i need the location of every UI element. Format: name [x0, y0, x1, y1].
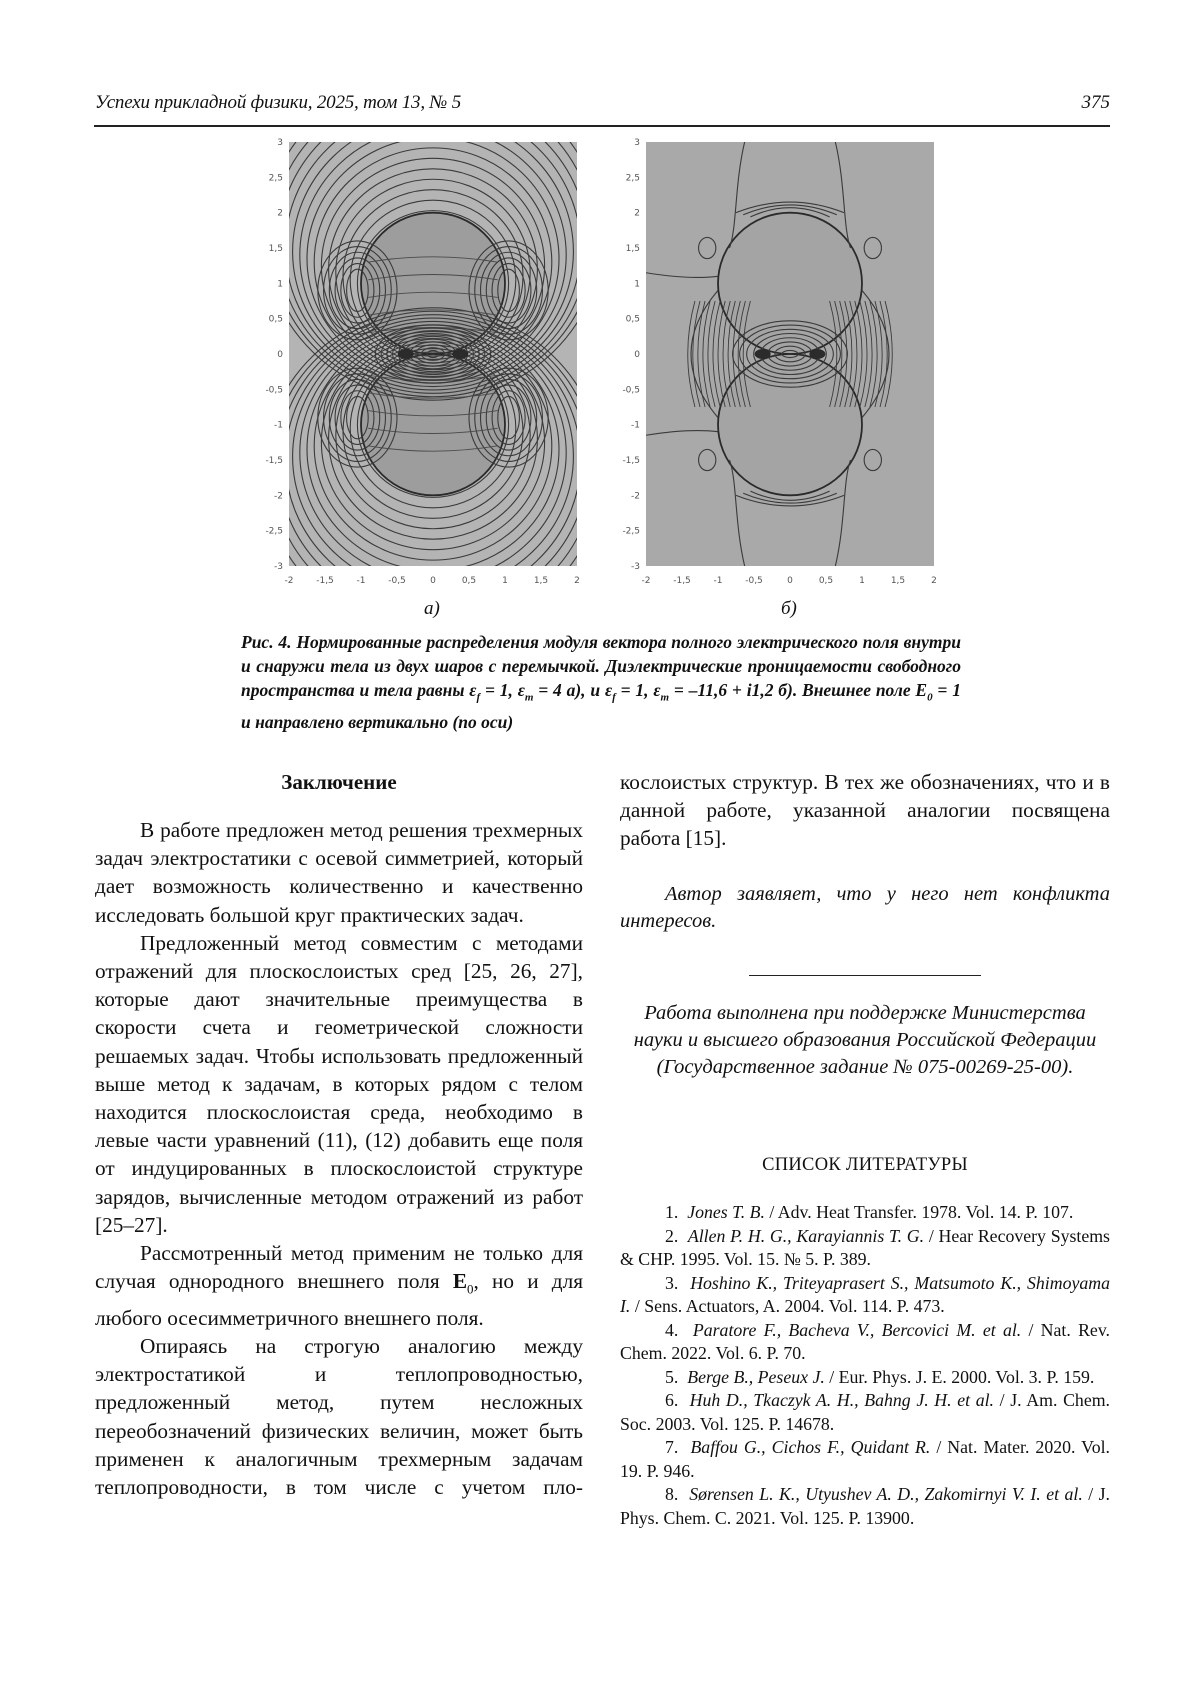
x-tick-label: 1: [502, 576, 508, 586]
reference-authors: Jones T. B.: [687, 1202, 765, 1223]
paragraph-continuation: кослоистых структур. В тех же обозначениях, что и в данной работе, указанной аналогии посвящена работа [15].: [620, 770, 1110, 851]
y-tick-label: -0,5: [622, 385, 640, 396]
running-head: Успехи прикладной физики, 2025, том 13, № 5: [95, 92, 461, 113]
divider: [749, 975, 981, 977]
eps-symbol: ε: [517, 680, 525, 700]
page-number: 375: [1081, 92, 1110, 113]
y-tick-label: -2: [274, 491, 283, 502]
paragraph: Предложенный метод совместим с методами отражений для плоскослоистых сред [25, 26, 27], которые дают значительные преимущества в скорости счета и геометрической сложности решаемых задач. Чтобы использовать предложенный выше метод к задачам, в которых рядом с телом находится плоскослоистая среда, необходимо в левые части уравнений (11), (12) добавить еще поля от индуцированных в плоскослоистой структуре зарядов, вычисленные методом отражений из работ [25–27].: [95, 930, 583, 1237]
y-tick-label: 3: [277, 138, 283, 148]
references-title: СПИСОК ЛИТЕРАТУРЫ: [762, 1155, 968, 1176]
reference-item: [620, 1272, 1110, 1319]
field-subscript: 0: [927, 691, 933, 704]
y-tick-label: 2: [277, 208, 283, 219]
reference-number: 7.: [665, 1437, 691, 1458]
y-tick-label: -0,5: [265, 385, 283, 396]
reference-number: 2.: [665, 1225, 688, 1246]
reference-source: / J. Am. Chem. Soc. 2003. Vol. 125. P. 14678.: [620, 1390, 1110, 1434]
y-tick-label: 0: [277, 350, 283, 360]
paragraph: Опираясь на строгую аналогию между электростатикой и теплопроводностью, предложенный метод, путем несложных переобозначений физических величин, может быть применен к аналогичным трехмерным задачам теплопроводности, в том числе с учетом пло-: [95, 1333, 583, 1499]
caption-text: = –11,6 + i1,2 б). Внешнее поле E: [669, 680, 928, 700]
sphere-2: [361, 354, 505, 495]
x-tick-label: 0,5: [818, 576, 834, 586]
x-tick-label: -1: [713, 576, 723, 586]
y-tick-label: 2,5: [268, 173, 283, 184]
x-tick-label: 1,5: [890, 576, 906, 586]
x-tick-label: 0: [787, 576, 793, 586]
reference-item: [620, 1436, 1110, 1483]
y-tick-label: 2,5: [625, 173, 640, 184]
paragraph: В работе предложен метод решения трехмерных задач электростатики с осевой симметрией, который дает возможность количественно и качественно исследовать большой круг практических задач.: [95, 818, 583, 927]
figure-panel-b: [612, 133, 942, 593]
reference-source: / Sens. Actuators, A. 2004. Vol. 114. P. 473.: [630, 1296, 945, 1317]
eps-symbol: ε: [604, 680, 613, 700]
y-tick-label: -2,5: [622, 526, 640, 537]
singularity-spot: [398, 349, 414, 359]
caption-text: = 4 а), и: [533, 680, 605, 700]
reference-source: / Hear Recovery Systems & CHP. 1995. Vol. 15. № 5. P. 389.: [620, 1225, 1110, 1270]
figure-panel-a: [255, 133, 585, 593]
y-tick-label: 1,5: [268, 244, 283, 254]
caption-text: = 1 и направлено вертикально (по оси): [241, 680, 961, 732]
x-tick-label: -2: [641, 576, 651, 586]
right-column: [620, 768, 1110, 1530]
reference-source: / J. Phys. Chem. C. 2021. Vol. 125. P. 13900.: [620, 1484, 1110, 1528]
reference-authors: Sørensen L. K., Utyushev A. D., Zakomirnyi V. I. et al.: [689, 1484, 1083, 1505]
x-tick-label: -1: [356, 576, 366, 586]
contour-plot: [612, 133, 942, 593]
y-tick-label: 1,5: [625, 244, 640, 254]
x-tick-label: 1: [859, 576, 865, 586]
reference-source: / Nat. Rev. Chem. 2022. Vol. 6. P. 70.: [620, 1319, 1110, 1364]
funding-statement: Работа выполнена при поддержке Министерства науки и высшего образования Российской Федерации (Государственное задание № 075-00269-25-00).: [633, 1002, 1097, 1079]
panel-label-a: а): [424, 598, 440, 619]
reference-authors: Hoshino K., Triteyaprasert S., Matsumoto K., Shimoyama I.: [620, 1272, 1110, 1317]
y-tick-label: 0,5: [268, 314, 283, 325]
x-tick-label: 0,5: [461, 576, 477, 586]
y-tick-label: 0: [634, 350, 640, 360]
x-tick-label: 2: [931, 576, 937, 586]
sphere-1: [361, 213, 505, 354]
header-rule: [94, 125, 1110, 127]
y-tick-label: -2,5: [265, 526, 283, 537]
reference-authors: Allen P. H. G., Karayiannis T. G.: [687, 1225, 925, 1246]
x-tick-label: -0,5: [388, 576, 406, 586]
singularity-spot: [809, 349, 825, 359]
eps-subscript: f: [612, 691, 616, 704]
reference-number: 5.: [665, 1366, 688, 1387]
eps-subscript: f: [476, 691, 481, 704]
reference-item: [620, 1389, 1110, 1436]
caption-text: = 1,: [615, 680, 654, 700]
eps-symbol: ε: [653, 680, 661, 700]
x-tick-label: -1,5: [316, 576, 334, 586]
reference-authors: Paratore F., Bacheva V., Bercovici M. et al.: [692, 1319, 1022, 1340]
reference-authors: Huh D., Tkaczyk A. H., Bahng J. H. et al.: [689, 1390, 995, 1411]
conflict-of-interest-statement: Автор заявляет, что у него нет конфликта интересов.: [620, 882, 1110, 932]
field-symbol: E: [452, 1269, 468, 1294]
singularity-spot: [755, 349, 771, 359]
x-tick-label: -0,5: [745, 576, 763, 586]
reference-list: [620, 1201, 1110, 1530]
reference-source: / Eur. Phys. J. E. 2000. Vol. 3. P. 159.: [824, 1366, 1095, 1387]
left-column: [95, 768, 583, 1501]
reference-number: 1.: [665, 1202, 688, 1223]
y-tick-label: 3: [634, 138, 640, 148]
y-tick-label: -1,5: [622, 456, 640, 466]
x-tick-label: 2: [574, 576, 580, 586]
reference-item: [620, 1201, 1110, 1225]
x-tick-label: -2: [284, 576, 294, 586]
reference-authors: Baffou G., Cichos F., Quidant R.: [690, 1437, 931, 1458]
y-tick-label: 2: [634, 208, 640, 219]
x-tick-label: 1,5: [533, 576, 549, 586]
eps-subscript: m: [524, 691, 534, 704]
paragraph-text: Рассмотренный метод применим не только для случая однородного внешнего поля: [95, 1241, 583, 1294]
y-tick-label: 0,5: [625, 314, 640, 325]
y-tick-label: -3: [274, 562, 283, 572]
reference-item: [620, 1366, 1110, 1390]
reference-item: [620, 1319, 1110, 1366]
caption-text: = 1,: [480, 680, 518, 700]
paragraph-text: , но и для любого осесимметричного внешнего поля.: [95, 1269, 584, 1330]
field-subscript: 0: [467, 1281, 474, 1297]
eps-symbol: ε: [469, 680, 477, 700]
y-tick-label: -3: [631, 562, 640, 572]
section-title-conclusion: Заключение: [281, 770, 397, 794]
y-tick-label: -2: [631, 491, 640, 502]
reference-authors: Berge B., Peseux J.: [687, 1366, 825, 1387]
reference-number: 3.: [665, 1272, 691, 1293]
y-tick-label: 1: [277, 279, 283, 290]
y-tick-label: 1: [634, 279, 640, 290]
contour-plot: [255, 133, 585, 593]
eps-subscript: m: [660, 691, 670, 704]
paragraph: [95, 1239, 583, 1332]
reference-item: [620, 1225, 1110, 1272]
reference-number: 6.: [665, 1390, 690, 1411]
y-tick-label: -1: [274, 420, 283, 431]
y-tick-label: -1: [631, 420, 640, 431]
reference-number: 4.: [665, 1319, 693, 1340]
caption-text: Рис. 4. Нормированные распределения модуля вектора полного электрического поля внутри и снаружи тела из двух шаров с перемычкой. Диэлектрические проницаемости свободного пространства и тела равны: [241, 632, 961, 700]
reference-number: 8.: [665, 1484, 690, 1505]
reference-source: / Adv. Heat Transfer. 1978. Vol. 14. P. 107.: [764, 1202, 1074, 1223]
reference-source: / Nat. Mater. 2020. Vol. 19. P. 946.: [620, 1437, 1110, 1481]
y-tick-label: -1,5: [265, 456, 283, 466]
panel-label-b: б): [781, 598, 797, 619]
x-tick-label: -1,5: [673, 576, 691, 586]
figure-caption: [241, 630, 961, 734]
reference-item: [620, 1483, 1110, 1530]
singularity-spot: [452, 349, 468, 359]
x-tick-label: 0: [430, 576, 436, 586]
